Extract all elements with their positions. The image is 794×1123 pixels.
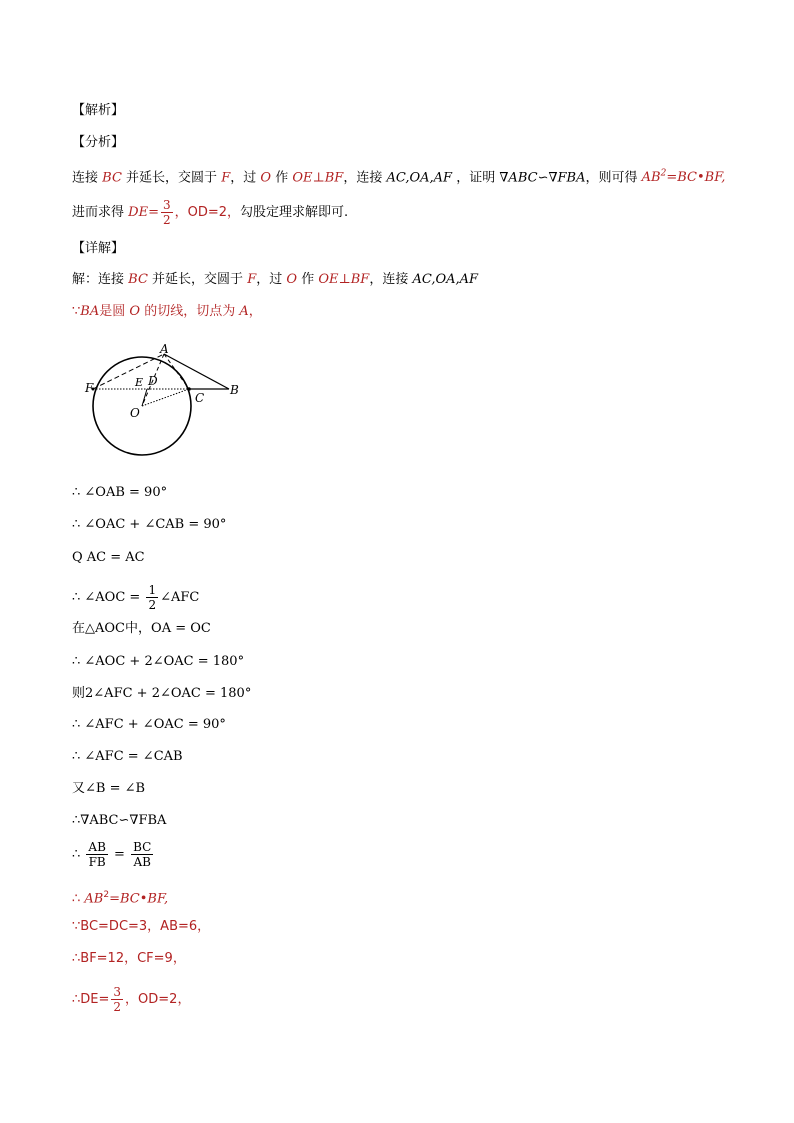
point-c bbox=[187, 387, 191, 391]
math: F bbox=[247, 272, 257, 287]
math: OE⊥BF bbox=[292, 170, 344, 186]
step-15: ∴BF=12，CF=9， bbox=[72, 951, 186, 966]
step-6: ∴ ∠AOC + 2∠OAC = 180° bbox=[72, 654, 245, 669]
fraction bbox=[146, 583, 158, 612]
fraction-left bbox=[86, 840, 107, 869]
math-ab: AB bbox=[641, 170, 661, 186]
fraction-right bbox=[131, 840, 153, 869]
math: ∴ ∠AOC = bbox=[72, 590, 145, 605]
math: AC,OA,AF bbox=[386, 170, 453, 186]
step-10 bbox=[72, 780, 145, 798]
math: ∴ bbox=[72, 847, 85, 862]
because-symbol: ∵ bbox=[72, 304, 81, 319]
denominator: 2 bbox=[162, 213, 171, 227]
text: 进而求得 bbox=[72, 205, 125, 220]
label-c: C bbox=[195, 391, 205, 405]
text: 并延长，交圆于 bbox=[126, 170, 218, 186]
text: 则 bbox=[72, 686, 86, 701]
heading-fenxi: 【分析】 bbox=[72, 135, 125, 150]
label-a: A bbox=[160, 342, 169, 356]
radius-oc bbox=[142, 389, 189, 406]
heading-jiexi: 【解析】 bbox=[72, 103, 125, 118]
analysis-line-1 bbox=[72, 165, 725, 187]
text: 作 bbox=[301, 272, 315, 287]
math: ，OD=2， bbox=[125, 992, 191, 1007]
math: AC,OA,AF bbox=[412, 272, 479, 287]
math: DE= bbox=[128, 205, 159, 220]
numerator: 3 bbox=[162, 198, 171, 212]
text: 中， bbox=[125, 621, 152, 636]
math: ∴DE= bbox=[72, 992, 110, 1007]
text: ，则可得 bbox=[585, 170, 638, 186]
step-11: ∴∇ABC∽∇FBA bbox=[72, 813, 167, 828]
text: ，证明 bbox=[456, 170, 496, 186]
math: O bbox=[286, 272, 298, 287]
denominator: 2 bbox=[113, 1000, 122, 1014]
fraction bbox=[161, 198, 173, 227]
text: ，过 bbox=[230, 170, 257, 186]
step-14: ∵BC=DC=3，AB=6， bbox=[72, 919, 211, 934]
math: OE⊥BF bbox=[318, 272, 370, 287]
step-16 bbox=[72, 985, 190, 1014]
text: 又 bbox=[72, 781, 86, 796]
math: 2∠AFC + 2∠OAC = 180° bbox=[85, 686, 252, 701]
text: 的切线，切点为 bbox=[144, 304, 236, 319]
step-13 bbox=[72, 886, 168, 908]
step-5 bbox=[72, 620, 211, 638]
label-e: E bbox=[135, 376, 144, 389]
math: F bbox=[221, 170, 231, 186]
chord-ac bbox=[164, 354, 189, 389]
math: ∠B = ∠B bbox=[85, 781, 146, 796]
text: 连接 bbox=[72, 170, 99, 186]
numerator: AB bbox=[88, 840, 106, 854]
denominator: FB bbox=[88, 855, 106, 869]
math: O bbox=[260, 170, 272, 186]
text: 是圆 bbox=[99, 304, 126, 319]
solution-line-1 bbox=[72, 271, 478, 289]
fraction bbox=[111, 985, 123, 1014]
step-1: ∴ ∠OAB = 90° bbox=[72, 485, 168, 500]
step-2: ∴ ∠OAC + ∠CAB = 90° bbox=[72, 517, 227, 532]
step-9: ∴ ∠AFC = ∠CAB bbox=[72, 749, 183, 764]
text: 在 bbox=[72, 621, 86, 636]
numerator: BC bbox=[133, 840, 152, 854]
segment-oe bbox=[142, 389, 147, 406]
math: A bbox=[239, 304, 249, 319]
text: ，连接 bbox=[369, 272, 409, 287]
analysis-line-2 bbox=[72, 198, 348, 227]
solution-line-2 bbox=[72, 303, 262, 321]
text: ，过 bbox=[256, 272, 283, 287]
label-b: B bbox=[230, 383, 239, 397]
text: 解：连接 bbox=[72, 272, 125, 287]
step-3: Q AC = AC bbox=[72, 550, 145, 565]
math: ∇ABC∽∇FBA bbox=[499, 170, 586, 186]
label-o: O bbox=[130, 406, 140, 420]
label-d: D bbox=[148, 374, 158, 388]
math: =BC•BF, bbox=[109, 891, 169, 907]
geometry-figure bbox=[84, 337, 254, 459]
denominator: 2 bbox=[148, 598, 157, 612]
numerator: 3 bbox=[113, 985, 122, 999]
math: ∠AFC bbox=[160, 590, 200, 605]
step-12 bbox=[72, 840, 155, 869]
math bbox=[642, 170, 726, 185]
label-f: F bbox=[85, 381, 94, 395]
math: OA = OC bbox=[151, 621, 211, 636]
heading-xiangjie: 【详解】 bbox=[72, 241, 125, 256]
math: ，OD=2， bbox=[174, 205, 241, 220]
numerator: 1 bbox=[148, 583, 157, 597]
text: 勾股定理求解即可. bbox=[240, 205, 349, 220]
tangent-line-ab bbox=[164, 354, 229, 389]
text: ，连接 bbox=[343, 170, 383, 186]
math: △AOC bbox=[85, 621, 126, 636]
math-rest: =BC•BF, bbox=[666, 170, 726, 186]
math: BC bbox=[128, 272, 148, 287]
math: AB bbox=[84, 891, 104, 907]
math: O bbox=[129, 304, 141, 319]
text: 作 bbox=[275, 170, 289, 186]
math: ∴ bbox=[72, 891, 85, 907]
step-4 bbox=[72, 583, 199, 612]
text: 并延长，交圆于 bbox=[152, 272, 244, 287]
equals: = bbox=[109, 847, 130, 862]
superscript: 2 bbox=[103, 890, 110, 900]
text: ， bbox=[248, 304, 262, 319]
denominator: AB bbox=[133, 855, 151, 869]
math: BA bbox=[80, 304, 100, 319]
step-8: ∴ ∠AFC + ∠OAC = 90° bbox=[72, 717, 226, 732]
step-7 bbox=[72, 685, 251, 703]
superscript: 2 bbox=[660, 169, 667, 179]
math: BC bbox=[102, 170, 122, 186]
